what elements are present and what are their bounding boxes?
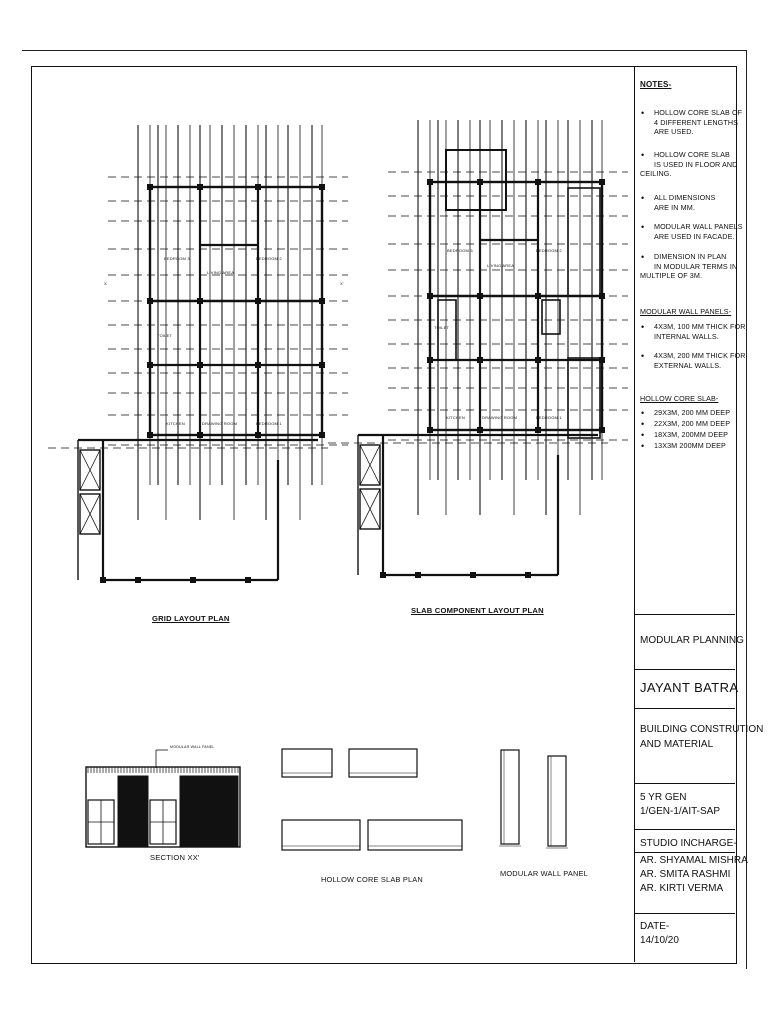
column <box>320 363 325 368</box>
slab-room-label-living: LIVING AREA <box>487 263 515 268</box>
column <box>148 299 153 304</box>
column <box>600 294 605 299</box>
note-2-line-3: CEILING. <box>640 169 672 179</box>
room-label-bedroom1: BEDROOM 1 <box>256 421 282 426</box>
bullet-icon: • <box>641 251 645 262</box>
studio-label: STUDIO INCHARGE- <box>640 838 737 849</box>
column <box>478 358 483 363</box>
modular-wall-panel-drawing <box>499 750 568 848</box>
column <box>256 433 261 438</box>
column <box>428 358 433 363</box>
slab-panel <box>568 358 600 438</box>
note-4-line-2: ARE USED IN FACADE. <box>654 231 735 241</box>
column <box>600 358 605 363</box>
note-5-line-2: IN MODULAR TERMS IN <box>654 261 738 271</box>
hollow-core-title: HOLLOW CORE SLAB PLAN <box>321 875 423 884</box>
column <box>136 578 141 583</box>
slab-room-label-toilet: TOILET <box>434 325 450 330</box>
column <box>428 294 433 299</box>
column <box>198 185 203 190</box>
column <box>526 573 531 578</box>
bullet-icon: • <box>641 321 645 332</box>
wall-panel-2-line-1: 4X3M, 200 MM THICK FOR <box>654 351 746 360</box>
wall-panels-heading: MODULAR WALL PANELS- <box>640 307 732 316</box>
course-line-2: 1/GEN-1/AIT-SAP <box>640 806 721 817</box>
room-label-toilet: TOILET <box>157 333 173 338</box>
slab-spec-1: 29X3M, 200 MM DEEP <box>654 408 731 417</box>
slab-component-layout-plan-drawing <box>328 120 628 578</box>
column <box>536 358 541 363</box>
grid-layout-plan-drawing <box>48 125 348 583</box>
column <box>536 428 541 433</box>
section-wall-fill <box>180 776 238 846</box>
note-3-line-1: ALL DIMENSIONS <box>654 193 716 202</box>
slab-spec-4: 13X3M 200MM DEEP <box>654 441 726 450</box>
slab-spec-3: 18X3M, 200MM DEEP <box>654 430 729 439</box>
slab-room-label-bedroom3: BEDROOM 3 <box>447 248 473 253</box>
slab-panel <box>438 300 456 360</box>
bullet-icon: • <box>641 429 645 440</box>
grid-layout-plan-title: GRID LAYOUT PLAN <box>152 614 230 623</box>
section-wall-fill <box>118 776 148 846</box>
section-title: SECTION XX' <box>150 853 200 862</box>
hollow-core-slab <box>368 820 462 850</box>
note-5-line-3: MULTIPLE OF 3M. <box>640 271 703 281</box>
note-1-line-2: 4 DIFFERENT LENGTHS <box>654 117 739 127</box>
section-xx-drawing <box>86 750 240 847</box>
column <box>428 428 433 433</box>
column <box>600 428 605 433</box>
slab-panel <box>446 150 506 210</box>
column <box>416 573 421 578</box>
column <box>320 185 325 190</box>
subject-line-1: BUILDING CONSTRUTION <box>640 724 764 735</box>
column <box>320 433 325 438</box>
title-block-row-4 <box>634 783 735 784</box>
bullet-icon: • <box>641 221 645 232</box>
slab-panel <box>542 300 560 334</box>
column <box>198 299 203 304</box>
slab-room-label-bedroom2: BEDROOM 2 <box>536 248 562 253</box>
studio-name-3: AR. KIRTI VERMA <box>640 883 724 894</box>
room-label-living: LIVING AREA <box>207 270 235 275</box>
title-block-row-1 <box>634 614 735 615</box>
room-label-bedroom3: BEDROOM 3 <box>164 256 190 261</box>
wall-panel-1-line-2: INTERNAL WALLS. <box>654 331 719 341</box>
course-line-1: 5 YR GEN <box>640 792 687 803</box>
bullet-icon: • <box>641 107 645 118</box>
hollow-core-slab-drawing <box>282 749 462 850</box>
studio-name-1: AR. SHYAMAL MISHRA <box>640 855 748 866</box>
column <box>381 573 386 578</box>
title-block-row-3 <box>634 708 735 709</box>
room-label-bedroom2: BEDROOM 2 <box>256 256 282 261</box>
bullet-icon: • <box>641 440 645 451</box>
bullet-icon: • <box>641 350 645 361</box>
note-3-line-2: ARE IN MM. <box>654 202 695 212</box>
column <box>246 578 251 583</box>
studio-name-2: AR. SMITA RASHMI <box>640 869 731 880</box>
slab-spec-2: 22X3M, 200 MM DEEP <box>654 419 731 428</box>
note-4-line-1: MODULAR WALL PANELS <box>654 222 743 231</box>
column <box>478 294 483 299</box>
bullet-icon: • <box>641 407 645 418</box>
column <box>101 578 106 583</box>
column <box>478 428 483 433</box>
column <box>600 180 605 185</box>
note-5-line-1: DIMENSION IN PLAN <box>654 252 727 261</box>
bullet-icon: • <box>641 192 645 203</box>
column <box>256 363 261 368</box>
column <box>471 573 476 578</box>
column <box>148 185 153 190</box>
section-wall-panel-tag: MODULAR WALL PANEL <box>170 745 215 749</box>
bullet-icon: • <box>641 418 645 429</box>
slab-room-label-drawing: DRAWING ROOM <box>482 415 518 420</box>
modular-wall-panel <box>501 750 519 844</box>
author-name: JAYANT BATRA <box>640 680 739 695</box>
title-block-row-2 <box>634 669 735 670</box>
note-1-line-1: HOLLOW CORE SLAB OF <box>654 108 743 117</box>
title-block-row-6 <box>634 913 735 914</box>
title-block-row-studio <box>634 852 735 853</box>
column <box>148 363 153 368</box>
section-marker-x: X <box>104 281 107 286</box>
slab-layout-plan-title: SLAB COMPONENT LAYOUT PLAN <box>411 606 544 615</box>
slab-panel <box>568 188 600 296</box>
wall-panel-title: MODULAR WALL PANEL <box>500 869 588 878</box>
project-title: MODULAR PLANNING <box>640 635 744 646</box>
note-1-line-3: ARE USED. <box>654 127 694 137</box>
room-label-kitchen: KITCHEN <box>166 421 185 426</box>
note-2-line-1: HOLLOW CORE SLAB <box>654 150 730 159</box>
title-block-row-5 <box>634 829 735 830</box>
date-label: DATE- <box>640 921 670 932</box>
column <box>320 299 325 304</box>
column <box>536 180 541 185</box>
wall-panel-2-line-2: EXTERNAL WALLS. <box>654 360 722 370</box>
section-marker-x-prime: X' <box>340 281 344 286</box>
column <box>256 299 261 304</box>
hollow-core-slab <box>282 820 360 850</box>
slab-heading: HOLLOW CORE SLAB- <box>640 394 719 403</box>
slab-room-label-kitchen: KITCHEN <box>446 415 465 420</box>
column <box>191 578 196 583</box>
note-2-line-2: IS USED IN FLOOR AND <box>654 159 738 169</box>
subject-line-2: AND MATERIAL <box>640 739 714 750</box>
notes-heading: NOTES- <box>640 80 672 89</box>
room-label-drawing: DRAWING ROOM <box>202 421 238 426</box>
outer-wall <box>150 187 322 435</box>
date-value: 14/10/20 <box>640 935 679 946</box>
column <box>536 294 541 299</box>
bullet-icon: • <box>641 149 645 160</box>
slab-room-label-bedroom1: BEDROOM 1 <box>536 415 562 420</box>
column <box>198 433 203 438</box>
column <box>198 363 203 368</box>
modular-wall-panel <box>548 756 566 846</box>
column <box>148 433 153 438</box>
column <box>256 185 261 190</box>
column <box>428 180 433 185</box>
wall-panel-1-line-1: 4X3M, 100 MM THICK FOR <box>654 322 746 331</box>
column <box>478 180 483 185</box>
